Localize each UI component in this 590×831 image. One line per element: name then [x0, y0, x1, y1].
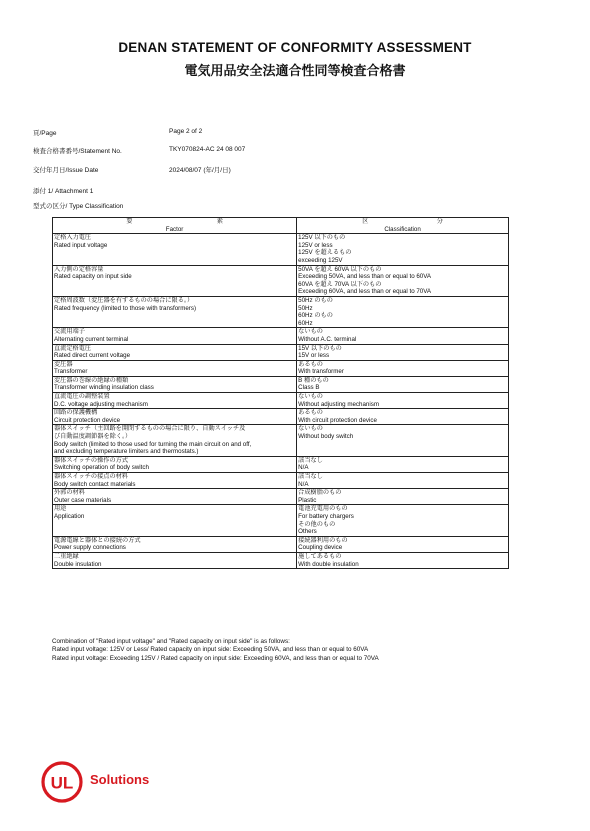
- classification-cell: [297, 376, 509, 392]
- factor-text: Transformer winding insulation class: [54, 384, 154, 392]
- classification-cell: [297, 456, 509, 472]
- classification-text: B 種のもの: [298, 376, 329, 384]
- classification-cell: [297, 296, 509, 327]
- factor-text: 定格周波数（変圧器を有するものの場合に限る。）: [54, 296, 194, 304]
- classification-text: Exceeding 50VA, and less than or equal to 60VA: [298, 273, 432, 281]
- factor-cell: [53, 296, 297, 327]
- classification-cell: [297, 328, 509, 344]
- meta-value: Page 2 of 2: [169, 128, 203, 135]
- combination-notes: [52, 638, 552, 663]
- classification-text: その他のもの: [298, 520, 336, 528]
- factor-cell: [53, 376, 297, 392]
- table-row: [53, 344, 509, 360]
- classification-text: Without body switch: [298, 433, 354, 441]
- classification-text: 該当なし: [298, 473, 323, 480]
- table-row: [53, 376, 509, 392]
- classification-text: 接続器利用のもの: [298, 536, 348, 544]
- factor-cell: [53, 536, 297, 552]
- classification-cell: [297, 409, 509, 425]
- classification-header-en: Classification: [384, 225, 421, 233]
- classification-text: With double insulation: [298, 560, 359, 568]
- ul-logo-mark: UL: [50, 773, 74, 793]
- factor-text: Alternating current terminal: [54, 335, 129, 343]
- table-row: [53, 393, 509, 409]
- meta-label: 頁/Page: [33, 130, 57, 137]
- table-row: [53, 425, 509, 456]
- classification-cell: [297, 536, 509, 552]
- factor-cell: [53, 409, 297, 425]
- classification-text: Class B: [298, 384, 320, 392]
- factor-header: [53, 218, 297, 234]
- factor-text: Circuit protection device: [54, 416, 121, 424]
- factor-text: and excluding temperature limiters and thermostats.): [54, 448, 199, 456]
- factor-text: 回路の保護機構: [54, 409, 98, 417]
- table-row: [53, 456, 509, 472]
- factor-text: Rated direct current voltage: [54, 352, 131, 360]
- classification-text: exceeding 125V: [298, 256, 343, 264]
- meta-label: 検査合格書番号/Statement No.: [33, 148, 122, 155]
- meta-value: TKY070824-AC 24 08 007: [169, 146, 246, 153]
- table-body: [53, 234, 509, 569]
- classification-text: Without adjusting mechanism: [298, 400, 379, 408]
- classification-text: ないもの: [298, 425, 323, 433]
- title-english: DENAN STATEMENT OF CONFORMITY ASSESSMENT: [118, 40, 472, 55]
- factor-cell: [53, 265, 297, 296]
- factor-cell: [53, 328, 297, 344]
- classification-text: 50VA を超え 60VA 以下のもの: [298, 265, 382, 273]
- title-japanese: 電気用品安全法適合性同等検査合格書: [184, 63, 406, 78]
- classification-text: 施してあるもの: [298, 552, 342, 560]
- meta-label: 交付年月日/Issue Date: [33, 167, 99, 174]
- factor-text: 電源電線と器体との接続の方式: [54, 536, 141, 544]
- classification-header-ja-2: 分: [436, 218, 443, 225]
- classification-text: あるもの: [298, 360, 323, 368]
- factor-cell: [53, 425, 297, 456]
- classification-text: With transformer: [298, 368, 344, 376]
- classification-cell: [297, 505, 509, 536]
- classification-cell: [297, 234, 509, 265]
- factor-cell: [53, 344, 297, 360]
- classification-text: 電池充電用のもの: [298, 505, 348, 513]
- note-line: Rated input voltage: Exceeding 125V / Rated capacity on input side: Exceeding 60VA, and less than or equal to 70VA: [52, 654, 379, 662]
- factor-text: 変圧器: [54, 360, 73, 368]
- factor-cell: [53, 360, 297, 376]
- factor-text: Transformer: [54, 368, 88, 376]
- classification-table: [52, 217, 509, 569]
- factor-text: 外郭の材料: [54, 489, 85, 497]
- factor-cell: [53, 456, 297, 472]
- factor-text: Rated capacity on input side: [54, 273, 132, 281]
- classification-text: 60VA を超え 70VA 以下のもの: [298, 280, 382, 288]
- classification-header-ja-1: 区: [362, 218, 369, 225]
- factor-cell: [53, 505, 297, 536]
- meta-value: 2024/08/07 (年/月/日): [169, 167, 231, 174]
- table-row: [53, 409, 509, 425]
- factor-text: Rated frequency (limited to those with transformers): [54, 304, 197, 312]
- table-row: [53, 234, 509, 265]
- table-header-row: [53, 218, 509, 234]
- factor-text: Body switch (limited to those used for turning the main circuit on and off,: [54, 440, 252, 448]
- table-row: [53, 296, 509, 327]
- factor-header-ja-2: 素: [216, 218, 223, 225]
- table-row: [53, 536, 509, 552]
- factor-text: 入力側の定格容量: [54, 265, 104, 273]
- factor-cell: [53, 393, 297, 409]
- factor-text: 交流用端子: [54, 328, 85, 336]
- factor-text: Switching operation of body switch: [54, 464, 149, 472]
- factor-cell: [53, 552, 297, 568]
- factor-text: Power supply connections: [54, 544, 126, 552]
- factor-text: 器体スイッチの操作の方式: [54, 456, 129, 464]
- factor-text: 定格入力電圧: [54, 234, 92, 242]
- table-row: [53, 473, 509, 489]
- table-row: [53, 265, 509, 296]
- note-line: Combination of "Rated input voltage" and "Rated capacity on input side" is as follows:: [52, 638, 290, 645]
- classification-text: 15V 以下のもの: [298, 344, 342, 352]
- classification-text: ないもの: [298, 328, 323, 336]
- type-classification-label: 型式の区分/ Type Classification: [33, 203, 124, 210]
- factor-text: Body switch contact materials: [54, 480, 136, 488]
- factor-cell: [53, 473, 297, 489]
- factor-text: 用途: [54, 505, 67, 513]
- classification-cell: [297, 489, 509, 505]
- factor-text: 二重絶縁: [54, 552, 79, 560]
- table-row: [53, 505, 509, 536]
- classification-text: Coupling device: [298, 544, 343, 552]
- classification-text: Plastic: [298, 496, 317, 504]
- factor-text: Outer case materials: [54, 496, 112, 504]
- factor-text: 変圧器の巻線の絶縁の種類: [54, 376, 129, 384]
- classification-text: 60Hz のもの: [298, 312, 333, 320]
- factor-text: 直流電圧の調整装置: [54, 393, 110, 401]
- classification-text: 50Hz のもの: [298, 296, 333, 304]
- factor-text: Application: [54, 512, 85, 520]
- classification-cell: [297, 344, 509, 360]
- factor-text: Double insulation: [54, 560, 102, 568]
- table-row: [53, 328, 509, 344]
- factor-header-en: Factor: [165, 225, 184, 233]
- classification-header: [297, 218, 509, 234]
- factor-text: Rated input voltage: [54, 241, 108, 249]
- factor-header-ja-1: 要: [126, 218, 133, 225]
- classification-cell: [297, 265, 509, 296]
- factor-text: び自動温度調節器を除く。）: [54, 433, 132, 441]
- classification-cell: [297, 393, 509, 409]
- factor-text: D.C. voltage adjusting mechanism: [54, 400, 148, 408]
- note-line: Rated input voltage: 125V or Less/ Rated capacity on input side: Exceeding 50VA, and less than or equal to 60VA: [52, 646, 369, 654]
- table-row: [53, 360, 509, 376]
- classification-cell: [297, 552, 509, 568]
- classification-text: 125V 以下のもの: [298, 234, 346, 242]
- factor-cell: [53, 489, 297, 505]
- classification-text: 15V or less: [298, 352, 330, 360]
- classification-text: ないもの: [298, 393, 323, 401]
- classification-text: With circuit protection device: [298, 416, 377, 424]
- factor-text: 器体スイッチ（主回路を開閉するものの場合に限り、自動スイッチ及: [54, 425, 246, 433]
- classification-cell: [297, 360, 509, 376]
- classification-cell: [297, 473, 509, 489]
- classification-cell: [297, 425, 509, 456]
- factor-cell: [53, 234, 297, 265]
- classification-text: 該当なし: [298, 456, 323, 464]
- classification-text: For battery chargers: [298, 512, 354, 520]
- classification-text: N/A: [298, 480, 309, 488]
- attachment-label: 添付 1/ Attachment 1: [33, 188, 94, 195]
- logo-solutions-text: Solutions: [90, 772, 150, 787]
- classification-text: 60Hz: [298, 319, 313, 327]
- classification-text: 125V を超えるもの: [298, 249, 352, 257]
- classification-text: Others: [298, 528, 317, 536]
- factor-text: 器体スイッチの接点の材料: [54, 473, 129, 480]
- classification-text: 合成樹脂のもの: [298, 489, 342, 497]
- table-row: [53, 489, 509, 505]
- classification-text: 50Hz: [298, 304, 313, 312]
- classification-text: Exceeding 60VA, and less than or equal to 70VA: [298, 288, 432, 296]
- classification-text: 125V or less: [298, 241, 333, 249]
- factor-text: 直流定格電圧: [54, 344, 92, 352]
- classification-text: あるもの: [298, 409, 323, 417]
- table-row: [53, 552, 509, 568]
- classification-text: N/A: [298, 464, 309, 472]
- classification-text: Without A.C. terminal: [298, 335, 357, 343]
